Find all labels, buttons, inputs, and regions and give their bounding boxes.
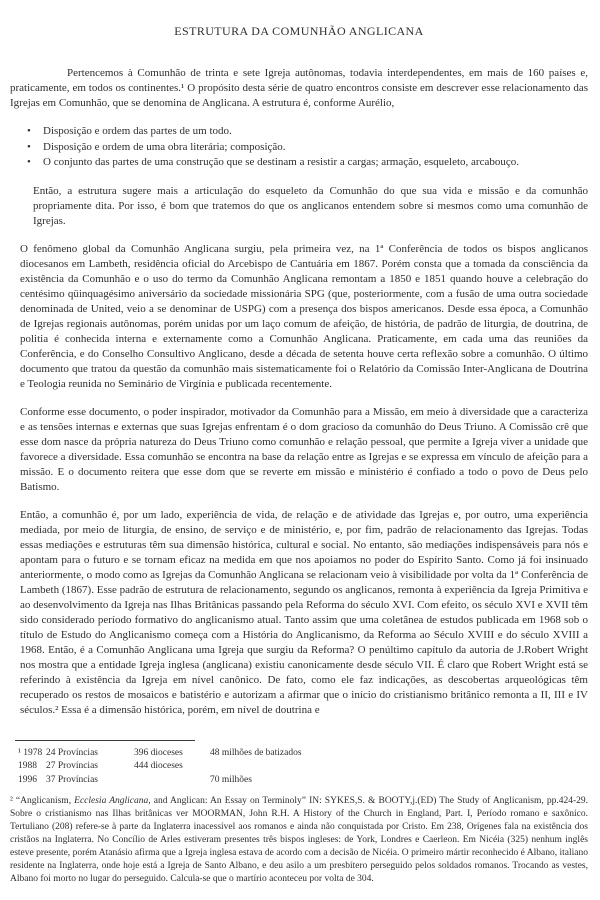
fn-table-baptized: [210, 760, 588, 774]
document-title: ESTRUTURA DA COMUNHÃO ANGLICANA: [174, 24, 424, 38]
bullet-item-1: • Disposição e ordem das partes de um todo.: [33, 124, 588, 140]
fn-table-year: 1996: [18, 774, 37, 785]
fn-table-baptized: 70 milhões: [210, 774, 252, 785]
footnote-2: [10, 795, 588, 886]
paragraph-structure: Então, a estrutura sugere mais a articulação do esqueleto da Comunhão do que sua vida e missão e da comunhão propriamente dita. Por isso, é bom que tratemos do que os anglicanos entendem sobre si mesmos como uma comunhão de Igrejas.: [33, 184, 588, 227]
footnote-stats-table: [10, 747, 588, 788]
fn-table-provinces: 24 Províncias: [46, 747, 98, 758]
footnote-2-post: , and Anglican: An Essay on Terminoly” IN: SYKES,S. & BOOTY,j.(ED) The Study of Anglicanism, pp.424-29. Sobre o cristianismo nas Ilhas britânicas ver MOORMAN, John R.H. A History of the Church in England, Part. I, Período romano e saxônico. Tertuliano (208) refere-se à parte da Inglaterra inacessível aos romanos e ainda não conquistada por Cristo. Em 238, Orígenes fala na existência dos cristãos na Inglaterra. No Concílio de Arles estiveram presentes três bispos ingleses: de York, Londres e Caerleon. Em Nicéia (325) nenhum inglês esteve presente, porém Atanásio afirma que a Igreja inglesa estava de acordo com a decisão de Nicéia. O primeiro mártir reconhecido é Albano, italiano residente na Inglaterra, onde hoje está a Igreja de Santo Albano, e deu asilo a um presbítero perseguido pelos soldados romanos. Trocando as vestes, Albano foi morto no lugar do perseguido. Calcula-se que o martírio aconteceu por volta de 304.: [10, 796, 588, 884]
fn-table-dioceses: 444 dioceses: [134, 761, 183, 771]
fn-table-provinces: 27 Províncias: [46, 761, 98, 771]
footnote-2-pre: ² “Anglicanism,: [10, 796, 75, 806]
footnotes-section: [10, 740, 588, 887]
bullet-item-2: • Disposição e ordem de uma obra literária; composição.: [33, 140, 588, 156]
fn-table-year: ¹ 1978: [18, 747, 43, 758]
fn-table-dioceses: [134, 774, 210, 788]
footnote-2-italic-title: Ecclesia Anglicana: [74, 796, 149, 806]
paragraph-intro: Pertencemos à Comunhão de trinta e sete Igreja autônomas, todavia interdependentes, em mais de 160 países e, praticamente, em todos os continentes.¹ O propósito desta série de quatro encontros consiste em descrever esse relacionamento das Igrejas em Comunhão, que se denomina de Anglicana. A estrutura é, conforme Aurélio,: [10, 67, 588, 109]
fn-table-dioceses: 396 dioceses: [134, 747, 183, 758]
paragraph-document-report: Conforme esse documento, o poder inspirador, motivador da Comunhão para a Missão, em meio à diversidade que a caracteriza e as tensões internas e externas que suas Igrejas enfrentam é o dom gracioso da comunhão do Deus Triuno. A Comissão crê que esse dom nasce da própria natureza do Deus Triuno como comunhão e relação pessoal, que permite a Igreja viver a unidade que favorece a diversidade. Essa comunhão se encontra na base da relação entre as Igrejas e se expressa em vínculo de afeição para a missão. E o documento reitera que esse dom que se reverte em missão e ministério é confiado a todo o povo de Deus pelo Batismo.: [20, 405, 588, 493]
fn-table-provinces: 37 Províncias: [46, 774, 98, 785]
fn-table-baptized: 48 milhões de batizados: [210, 747, 302, 758]
paragraph-global-phenomenon: O fenômeno global da Comunhão Anglicana surgiu, pela primeira vez, na 1ª Conferência de todos os bispos anglicanos diocesanos em Lambeth, residência oficial do Arcebispo de Cantuária em 1867. Porém consta que a tomada da consciência da existência da Comunhão e o uso do termo da Comunhão Anglicana remontam a 1850 e 1851 quando houve a celebração do centésimo qüinquagésimo aniversário da sociedade missionária SPG (que, posteriormente, com a fusão de uma outra sociedade denominada de United, veio a se denominar de USPG) com a presença dos bispos americanos. Desde essa época, a Comunhão de Igrejas regionais autônomas, porém unidas por um laço comum de afeição, de história, de padrão de liturgia, de doutrina, de politia é conhecida interna e externamente como a Comunhão Anglicana. Praticamente, em cada uma das reuniões da Conferência, e do Conselho Consultivo Anglicano, desde a década de setenta houve certa reflexão sobre a comunhão. O último documento que tratou da questão da comunhão mais sistematicamente foi o Relatório da Comissão Inter-Anglicana de Doutrina e Teologia reunida no Seminário de Virgínia e publicada recentemente.: [20, 242, 588, 390]
bullet-item-3: • O conjunto das partes de uma construção que se destinam a resistir a cargas; armação, esqueleto, arcabouço.: [33, 155, 588, 171]
footnote-separator: [15, 740, 195, 741]
paragraph-communion-experience: Então, a comunhão é, por um lado, experiência de vida, de relação e de atividade das Igrejas e, por outro, uma experiência mediada, por meio de liturgia, de ensino, de serviço e de ministério, e, por fim, padrão de relacionamento das Igrejas. Todas essas mediações e estruturas têm sua dimensão histórica, cultural e social. No entanto, são mediações indispensáveis para nós e apontam para o futuro e se tornam eficaz na medida em que nos apoiamos no poder do Espírito Santo. Como já foi insinuado anteriormente, o modo como as Igrejas da Comunhão Anglicana se relacionam veio à visibilidade por volta da 1ª Conferência de Lambeth (1867). Esse padrão de estrutura de relacionamento, segundo os anglicanos, remonta à experiência da Igreja Primitiva e ao desenvolvimento da Igreja nas Ilhas Britânicas passando pela Reforma do século XVI. Com efeito, os século XVI e XVII têm sido considerado período formativo do anglicanismo atual. Tanto assim que uma coletânea de estudos publicada em 1968 sob o título de Estudo do Anglicanismo começa com a História do Anglicanismo, da Reforma ao Século XVIII e do século XVIII a 1968. Então, é a Comunhão Anglicana uma Igreja que surgiu da Reforma? O penúltimo capítulo da autoria de J.Robert Wright nos mostra que a entidade Igreja inglesa (anglicana) existiu canonicamente desde século VII. É claro que Robert Wright está se referindo à existência da Igreja em nível canônico. De fato, como ele faz indicações, as descobertas arqueológicas têm recuperado os restos de mosaicos e batistério e autorizam a afirmar que o início do cristianismo britânico remonta a II, III e IV séculos.² Essa é a dimensão histórica, porém, em nível de doutrina e: [20, 508, 588, 716]
fn-table-year: 1988: [18, 761, 37, 771]
structure-definition-list: [10, 124, 588, 171]
